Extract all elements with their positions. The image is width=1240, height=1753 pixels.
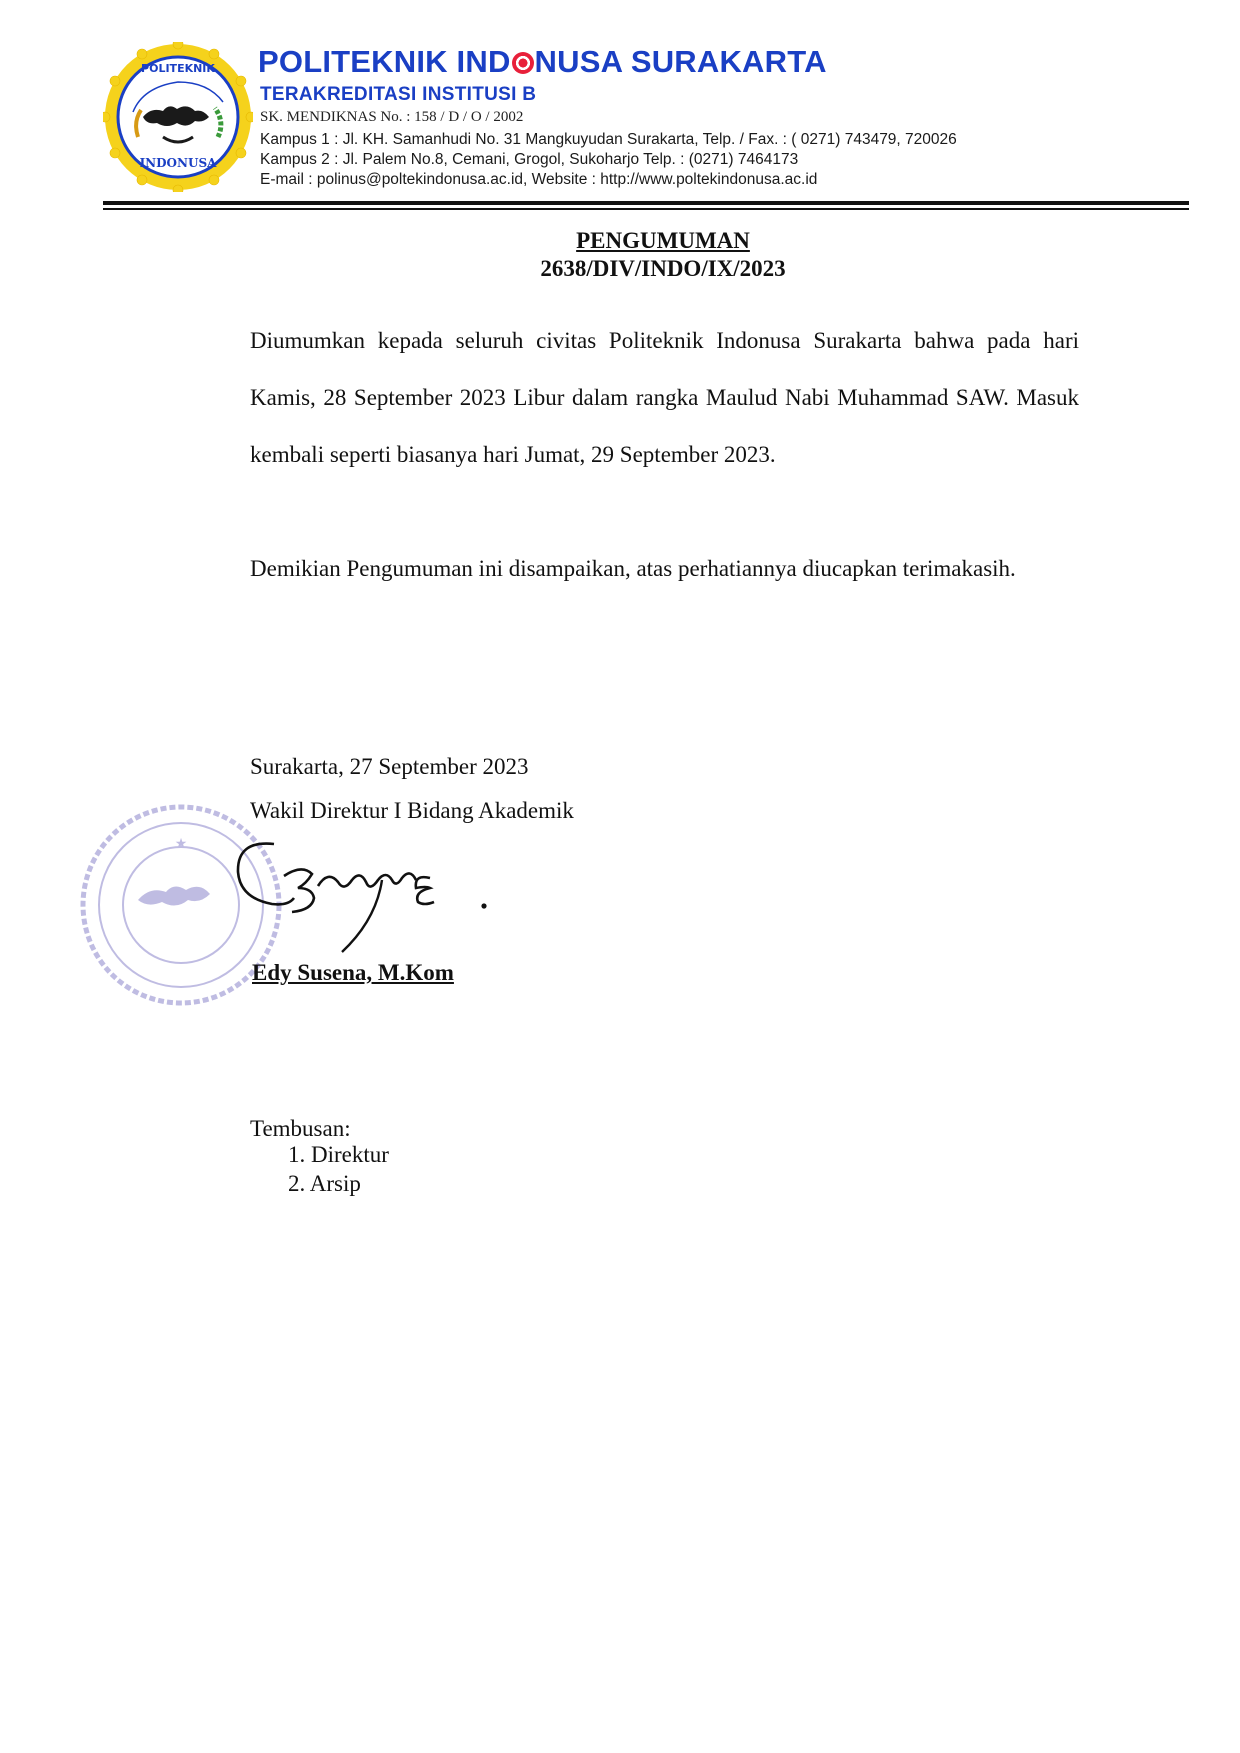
contact-info: E-mail : polinus@poltekindonusa.ac.id, Website : http://www.poltekindonusa.ac.id: [260, 171, 818, 188]
letterhead-divider-thick: [103, 201, 1189, 205]
institution-name: [258, 44, 827, 80]
campus2-address: Kampus 2 : Jl. Palem No.8, Cemani, Grogol, Sukoharjo Telp. : (0271) 7464173: [260, 151, 799, 168]
logo-top-text: POLITEKNIK: [141, 62, 215, 75]
announcement-title: PENGUMUMAN: [576, 228, 750, 253]
announcement-paragraph-2: Demikian Pengumuman ini disampaikan, atas perhatiannya diucapkan terimakasih.: [250, 556, 1016, 581]
institution-logo: [103, 42, 253, 192]
announcement-paragraph-1: Diumumkan kepada seluruh civitas Politeknik Indonusa Surakarta bahwa pada hari Kamis, 28 September 2023 Libur dalam rangka Maulud Nabi Muhammad SAW. Masuk kembali seperti biasanya hari Jumat, 29 September 2023.: [250, 328, 1079, 467]
campus1-address: Kampus 1 : Jl. KH. Samanhudi No. 31 Mangkuyudan Surakarta, Telp. / Fax. : ( 0271) 743479, 720026: [260, 131, 957, 148]
signer-name: Edy Susena, M.Kom: [252, 960, 454, 985]
logo-bottom-text: INDONUSA: [139, 156, 217, 170]
place-date: Surakarta, 27 September 2023: [250, 754, 529, 779]
copies-label: Tembusan:: [250, 1116, 351, 1141]
signer-position: Wakil Direktur I Bidang Akademik: [250, 798, 574, 823]
accreditation-text: TERAKREDITASI INSTITUSI B: [260, 84, 537, 105]
institution-name-part1: POLITEKNIK IND: [258, 44, 511, 79]
letterhead-divider-thin: [103, 208, 1189, 210]
decree-text: SK. MENDIKNAS No. : 158 / D / O / 2002: [260, 109, 524, 125]
handwritten-signature: [232, 832, 502, 957]
announcement-number: 2638/DIV/INDO/IX/2023: [540, 256, 786, 281]
svg-text:★: ★: [174, 836, 188, 852]
bullseye-o-icon: [512, 52, 534, 74]
institution-name-part2: NUSA SURAKARTA: [534, 44, 827, 79]
copies-item-1: 1. Direktur: [288, 1142, 389, 1167]
copies-item-2: 2. Arsip: [288, 1171, 361, 1196]
